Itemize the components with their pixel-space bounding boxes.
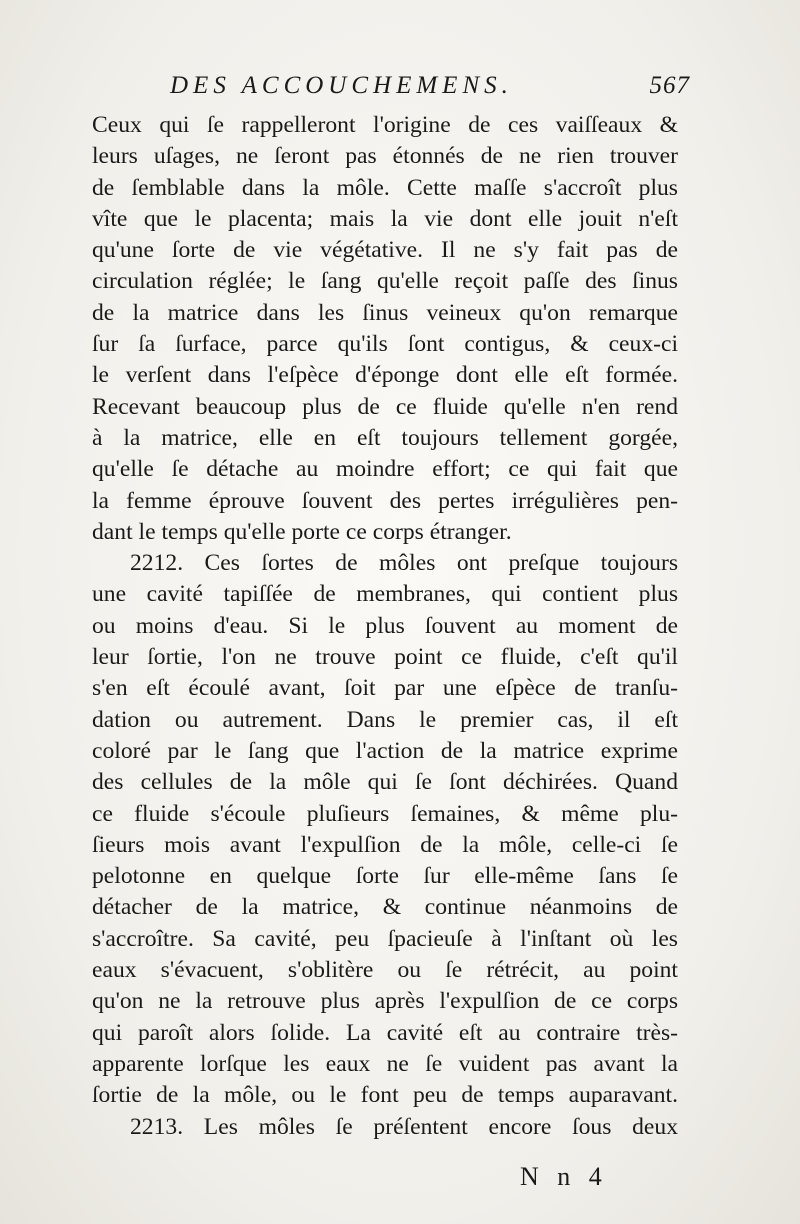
page-number: 567 [649, 72, 690, 99]
text-line: pelotonne en quelque ſorte ſur elle-même ſans ſe [92, 863, 678, 890]
text-line: ſieurs mois avant l'expulſion de la môle, celle-ci ſe [92, 831, 678, 858]
text-line: qu'elle ſe détache au moindre effort; ce qui fait que [92, 456, 678, 483]
text-line: de ſemblable dans la môle. Cette maſſe s'accroît plus [92, 174, 678, 201]
text-line: 2213. Les môles ſe préſentent encore ſous deux [130, 1113, 678, 1140]
text-line: le verſent dans l'eſpèce d'éponge dont elle eſt formée. [92, 362, 678, 389]
text-line: eaux s'évacuent, s'oblitère ou ſe rétrécit, au point [92, 957, 678, 984]
text-line: dation ou autrement. Dans le premier cas, il eſt [92, 706, 678, 733]
running-title: DES ACCOUCHEMENS. [170, 72, 513, 99]
running-header [170, 72, 690, 108]
text-line: des cellules de la môle qui ſe ſont déchirées. Quand [92, 769, 678, 796]
text-line: de la matrice dans les ſinus veineux qu'on remarque [92, 299, 678, 326]
text-line: qu'une ſorte de vie végétative. Il ne s'y fait pas de [92, 237, 678, 264]
text-line: ſur ſa ſurface, parce qu'ils ſont contigus, & ceux-ci [92, 331, 678, 358]
text-line: qui paroît alors ſolide. La cavité eſt au contraire très- [92, 1019, 678, 1046]
text-line: leur ſortie, l'on ne trouve point ce fluide, c'eſt qu'il [92, 644, 678, 671]
text-line: vîte que le placenta; mais la vie dont elle jouit n'eſt [92, 205, 678, 232]
text-line: détacher de la matrice, & continue néanmoins de [92, 894, 678, 921]
text-line: leurs uſages, ne ſeront pas étonnés de ne rien trouver [92, 143, 678, 170]
text-line: Recevant beaucoup plus de ce fluide qu'elle n'en rend [92, 393, 678, 420]
text-line: ſortie de la môle, ou le font peu de temps auparavant. [92, 1082, 678, 1109]
text-line: la femme éprouve ſouvent des pertes irrégulières pen- [92, 487, 678, 514]
text-line: s'accroître. Sa cavité, peu ſpacieuſe à l'inſtant où les [92, 925, 678, 952]
body-text [92, 110, 678, 1143]
text-line: 2212. Ces ſortes de môles ont preſque toujours [130, 550, 678, 577]
text-line: Ceux qui ſe rappelleront l'origine de ces vaiſſeaux & [92, 112, 678, 138]
text-line: dant le temps qu'elle porte ce corps étranger. [92, 518, 512, 545]
text-line: qu'on ne la retrouve plus après l'expulſion de ce corps [92, 988, 678, 1015]
text-line: ou moins d'eau. Si le plus ſouvent au moment de [92, 612, 678, 639]
signature-mark: N n 4 [520, 1162, 608, 1191]
text-line: ce fluide s'écoule pluſieurs ſemaines, & même plu- [92, 800, 678, 827]
text-line: coloré par le ſang que l'action de la matrice exprime [92, 737, 678, 764]
text-line: circulation réglée; le ſang qu'elle reçoit paſſe des ſinus [92, 268, 678, 295]
text-line: à la matrice, elle en eſt toujours tellement gorgée, [92, 424, 678, 451]
text-line: une cavité tapiſſée de membranes, qui contient plus [92, 581, 678, 608]
text-line: s'en eſt écoulé avant, ſoit par une eſpèce de tranſu- [92, 675, 678, 702]
text-line: apparente lorſque les eaux ne ſe vuident pas avant la [92, 1050, 678, 1077]
